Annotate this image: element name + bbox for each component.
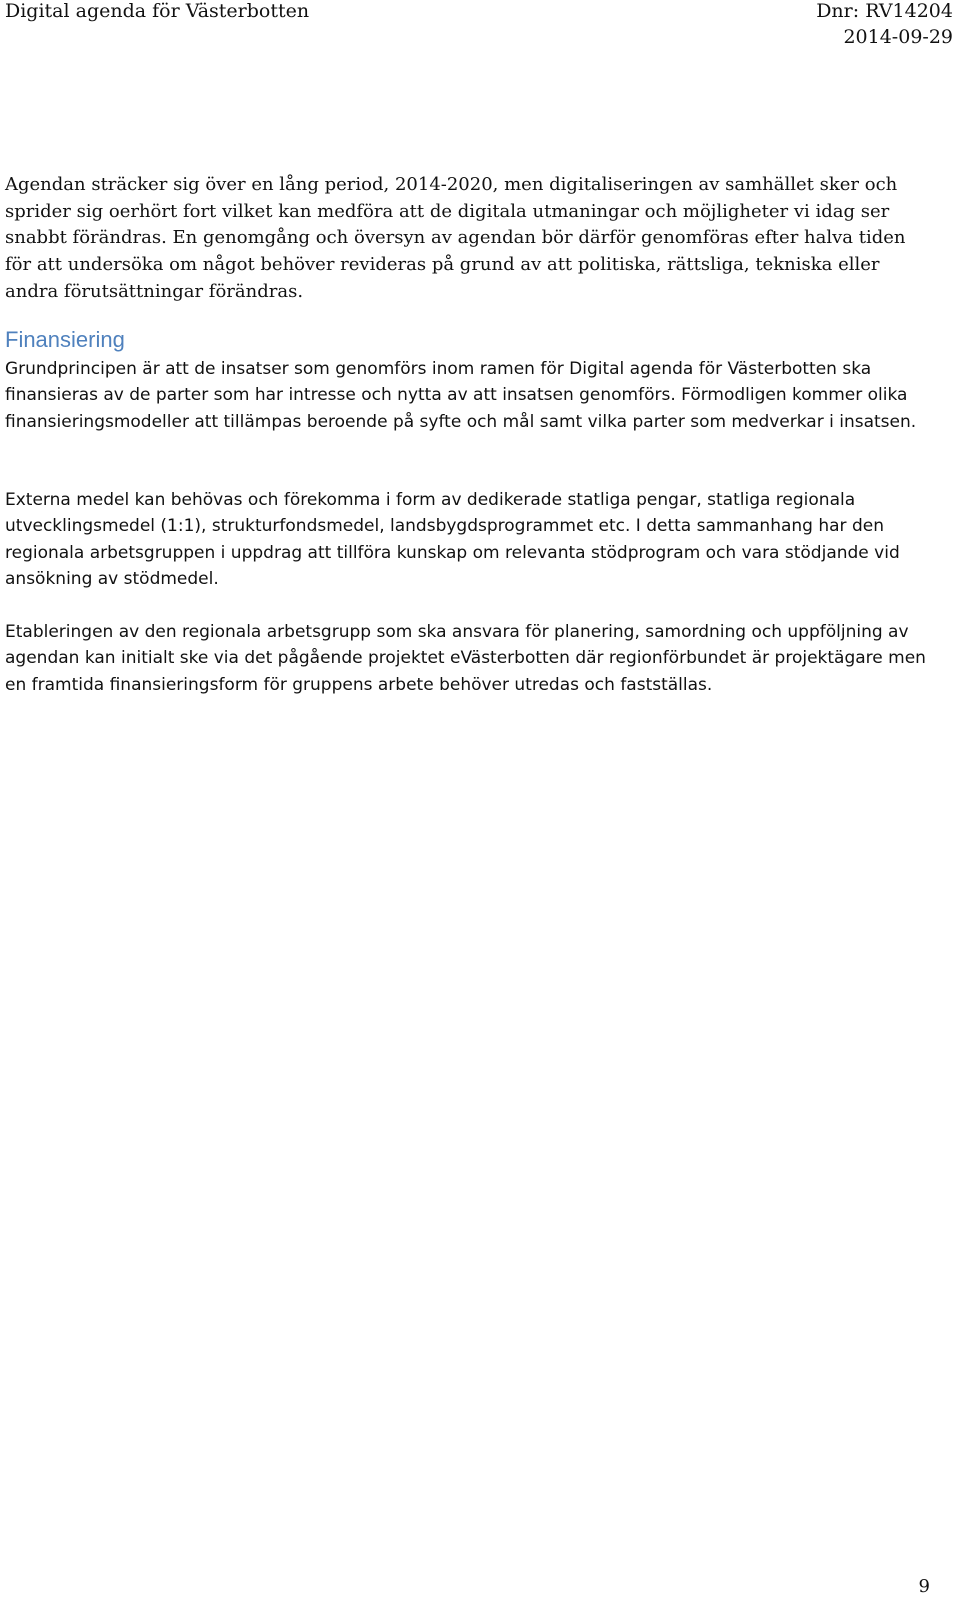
header-title: Digital agenda för Västerbotten [5,0,310,22]
paragraph-external-funding: Externa medel kan behövas och förekomma i form av dedikerade statliga pengar, statliga regionala utvecklingsmedel (1:1), strukturfondsmedel, landsbygdsprogrammet etc. I detta sammanhang har den regionala arbetsgruppen i uppdrag att tillföra kunskap om relevanta stödprogram och vara stödjande vid ansökning av stödmedel. [5,490,900,590]
intro-paragraph: Agendan sträcker sig över en lång period, 2014-2020, men digitaliseringen av samhället sker och sprider sig oerhört fort vilket kan medföra att de digitala utmaningar och möjligheter vi idag ser snabbt förändras. En genomgång och översyn av agendan bör därför genomföras efter halva tiden för att undersöka om något behöver revideras på grund av att politiska, rättsliga, tekniska eller andra förutsättningar förändras. [5,174,906,302]
header-dnr: Dnr: RV14204 [816,0,953,22]
section-heading: Finansiering [5,327,125,352]
paragraph-working-group: Etableringen av den regionala arbetsgrupp som ska ansvara för planering, samordning och uppföljning av agendan kan initialt ske via det pågående projektet eVästerbotten där regionförbundet är projektägare men en framtida finansieringsform för gruppens arbete behöver utredas och fastställas. [5,622,926,695]
page-number: 9 [918,1576,930,1597]
header-date: 2014-09-29 [843,26,953,48]
header-meta [816,0,953,50]
paragraph-principle: Grundprincipen är att de insatser som genomförs inom ramen för Digital agenda för Västerbotten ska finansieras av de parter som har intresse och nytta av att insatsen genomförs. Förmodligen kommer olika finansieringsmodeller att tillämpas beroende på syfte och mål samt vilka parter som medverkar i insatsen. [5,359,917,432]
